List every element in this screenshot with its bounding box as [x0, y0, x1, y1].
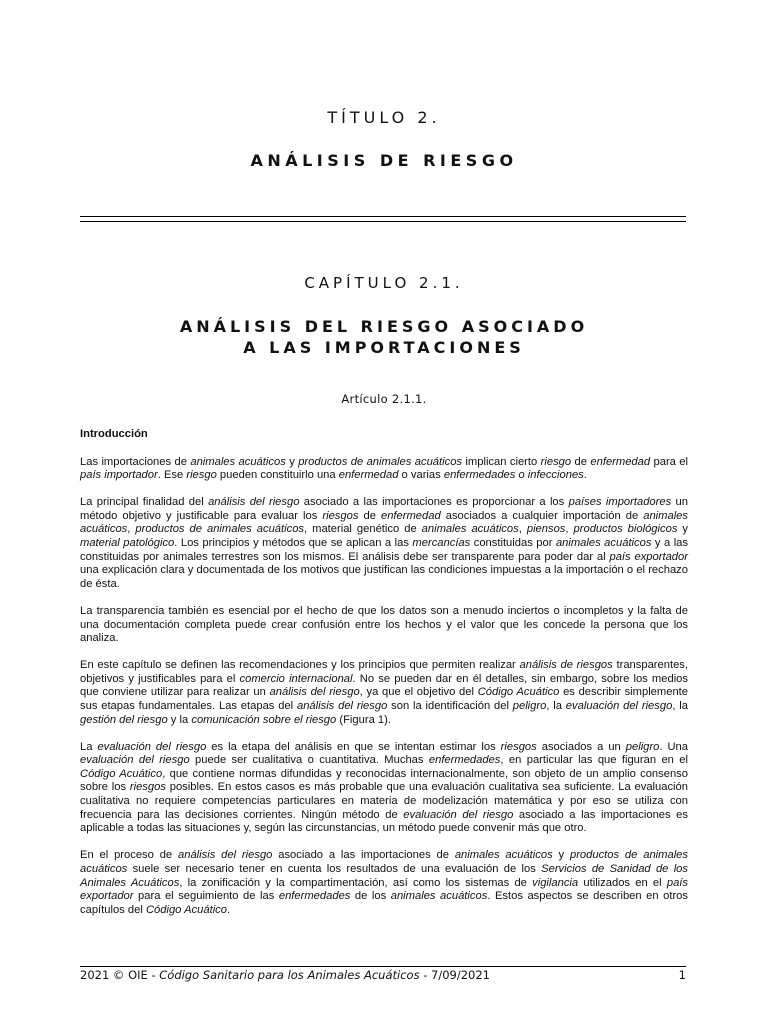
italic-term: enfermedad: [338, 469, 399, 482]
text-run: (Figura 1).: [336, 713, 391, 726]
italic-term: peligro: [512, 700, 547, 712]
text-run: posibles. En estos casos es más probable que una evaluación cualitativa sea suficiente. La evaluación cualitativa no requiere competencias particulares en materia de modelización matemática y por eso se utiliza con frecuencia para las decisiones corrientes. Ningún método de: [80, 781, 688, 821]
text-run: de los: [350, 890, 391, 903]
text-run: asociado a las importaciones de: [272, 849, 455, 862]
text-run: y la: [167, 713, 192, 726]
italic-term: Código Acuático: [145, 903, 227, 916]
text-run: suele ser necesario tener en cuenta los resultados de una evaluación de los: [127, 862, 542, 875]
italic-term: productos biológicos: [573, 523, 678, 536]
text-run: , la: [672, 700, 688, 712]
footer-italic: Código Sanitario para los Animales Acuáticos: [159, 968, 420, 982]
chapter-label: CAPÍTULO 2.1.: [304, 274, 464, 292]
text-run: asociado a las importaciones es aplicable a todas las situaciones y, según las circunstancias, un método puede convenir más que otro.: [80, 808, 688, 835]
italic-term: país exportador: [609, 550, 688, 563]
text-run: ,: [127, 523, 136, 536]
text-run: La transparencia también es esencial por el hecho de que los datos son a menudo inciertos o incompletos y la falta de una documentación completa puede crear confusión entre los hechos y el valor que les concede la persona que los analiza.: [80, 604, 688, 645]
text-run: de: [358, 509, 381, 522]
text-run: ,: [565, 523, 574, 536]
text-run: La principal finalidad del: [80, 496, 209, 509]
italic-term: Código Acuático: [477, 686, 560, 699]
italic-term: vigilancia: [532, 876, 579, 889]
italic-term: Servicios de Sanidad de los Animales Acuáticos: [80, 862, 688, 889]
text-run: . Ese: [157, 469, 187, 482]
text-run: , ya que el objetivo del: [359, 686, 478, 699]
title-rule-bottom: [80, 221, 686, 222]
italic-term: mercancías: [412, 537, 471, 550]
paragraphs: [80, 456, 688, 918]
italic-term: enfermedades: [278, 890, 351, 903]
text-run: de: [571, 455, 591, 468]
text-run: utilizados en el: [578, 876, 667, 889]
text-run: asociado a las importaciones es proporcionar a los: [299, 496, 569, 509]
paragraph: [80, 605, 688, 646]
text-run: ,: [518, 523, 527, 536]
italic-term: comunicación sobre el riesgo: [191, 713, 337, 726]
footer-prefix: 2021 © OIE -: [80, 968, 160, 982]
text-run: . No se pueden dar en él detalles, sin embargo, sobre los medios que conviene utilizar para realizar un: [80, 672, 688, 699]
italic-term: enfermedades: [428, 754, 501, 767]
text-run: . Los principios y métodos que se aplican a las: [174, 537, 413, 550]
italic-term: riesgo: [186, 469, 217, 482]
italic-term: análisis del riesgo: [178, 849, 273, 862]
paragraph: [80, 659, 688, 727]
text-run: puede ser cualitativa o cuantitativa. Muchas: [189, 754, 429, 767]
paragraph: [80, 849, 688, 917]
text-run: .: [583, 469, 587, 482]
italic-term: evaluación del riesgo: [565, 700, 673, 712]
text-run: un método objetivo y justificable para evaluar los: [80, 496, 688, 522]
text-run: , que contiene normas difundidas y reconocidas internacionalmente, son objeto de un amplio consenso sobre los: [80, 767, 688, 794]
text-run: La: [80, 740, 98, 753]
italic-term: animales acuáticos: [390, 890, 488, 903]
italic-term: riesgos: [322, 509, 359, 522]
text-run: es la etapa del análisis en que se intentan estimar los: [206, 740, 501, 753]
text-run: .: [227, 903, 231, 916]
text-run: es describir simplemente sus etapas fundamentales. Las etapas del: [80, 686, 688, 712]
article-number: Artículo 2.1.1.: [341, 392, 427, 406]
chapter-title-line-2: A LAS IMPORTACIONES: [243, 338, 525, 357]
italic-term: productos de animales acuáticos: [135, 523, 305, 536]
title-name: ANÁLISIS DE RIESGO: [250, 151, 518, 170]
text-run: y: [285, 455, 299, 468]
italic-term: Código Acuático: [80, 767, 163, 780]
article-body: [80, 428, 688, 931]
page-footer: [80, 968, 686, 982]
italic-term: análisis de riesgos: [519, 659, 613, 672]
paragraph: [80, 456, 688, 483]
text-run: En este capítulo se definen las recomendaciones y los principios que permiten realizar: [80, 659, 520, 672]
paragraph: [80, 496, 688, 591]
text-run: son la identificación del: [387, 700, 513, 712]
italic-term: piensos: [526, 523, 566, 536]
italic-term: análisis del riesgo: [208, 496, 300, 509]
italic-term: productos de animales acuáticos: [298, 455, 463, 468]
italic-term: riesgos: [129, 781, 166, 794]
text-run: . Estos aspectos se describen en otros capítulos del: [80, 890, 688, 916]
text-run: asociados a cualquier importación de: [440, 509, 644, 522]
italic-term: animales acuáticos: [80, 509, 688, 536]
text-run: pueden constituirlo una: [216, 469, 339, 482]
italic-term: riesgos: [500, 740, 537, 753]
italic-term: evaluación del riesgo: [97, 740, 207, 753]
italic-term: productos de animales acuáticos: [80, 849, 688, 875]
text-run: En el proceso de: [80, 849, 178, 862]
title-label: TÍTULO 2.: [327, 108, 441, 127]
text-run: implican cierto: [462, 455, 541, 468]
italic-term: peligro: [625, 740, 660, 753]
italic-term: animales acuáticos: [421, 523, 519, 536]
text-run: , la: [546, 700, 566, 712]
footer-rule: [80, 966, 686, 967]
italic-term: enfermedad: [380, 509, 441, 522]
text-run: asociados a un: [536, 740, 626, 753]
footer-suffix: - 7/09/2021: [419, 968, 490, 982]
italic-term: análisis del riesgo: [296, 700, 388, 712]
text-run: , la zonificación y la compartimentación, así como los sistemas de: [179, 876, 533, 889]
text-run: y a las constituidas por animales terrestres son los mismos. El análisis debe ser transparente para poder dar al: [80, 537, 688, 563]
title-rule-top: [80, 216, 686, 217]
text-run: transparentes, objetivos y justificables para el: [80, 659, 688, 685]
italic-term: país exportador: [80, 876, 688, 903]
italic-term: animales acuáticos: [454, 849, 553, 862]
text-run: . Una: [659, 740, 688, 753]
italic-term: animales acuáticos: [190, 455, 286, 468]
italic-term: países importadores: [568, 496, 672, 509]
italic-term: riesgo: [540, 455, 572, 468]
text-run: y: [677, 523, 689, 536]
text-run: y: [552, 849, 570, 862]
text-run: constituidas por: [470, 537, 556, 550]
italic-term: país importador: [80, 469, 158, 482]
italic-term: análisis del riesgo: [269, 686, 360, 699]
italic-term: enfermedades o infecciones: [443, 469, 584, 482]
italic-term: material patológico: [80, 537, 175, 550]
section-heading: Introducción: [80, 428, 148, 440]
text-run: , en particular las que figuran en el: [500, 754, 688, 767]
chapter-title: [0, 316, 768, 358]
text-run: o varias: [398, 469, 444, 482]
italic-term: evaluación del riesgo: [403, 808, 514, 821]
paragraph: [80, 741, 688, 836]
italic-term: animales acuáticos: [555, 537, 652, 550]
text-run: una explicación clara y documentada de los motivos que justifican las condiciones impuestas a la importación o el rechazo de ésta.: [80, 564, 688, 590]
footer-citation: [80, 968, 490, 982]
text-run: para el seguimiento de las: [133, 890, 279, 903]
italic-term: enfermedad: [590, 455, 651, 468]
chapter-title-line-1: ANÁLISIS DEL RIESGO ASOCIADO: [179, 317, 589, 336]
italic-term: evaluación del riesgo: [80, 754, 190, 767]
text-run: Las importaciones de: [80, 455, 191, 468]
text-run: para el: [650, 455, 689, 468]
page-number: 1: [678, 968, 686, 982]
italic-term: gestión del riesgo: [80, 713, 168, 726]
italic-term: comercio internacional: [239, 672, 353, 685]
text-run: , material genético de: [304, 523, 422, 536]
